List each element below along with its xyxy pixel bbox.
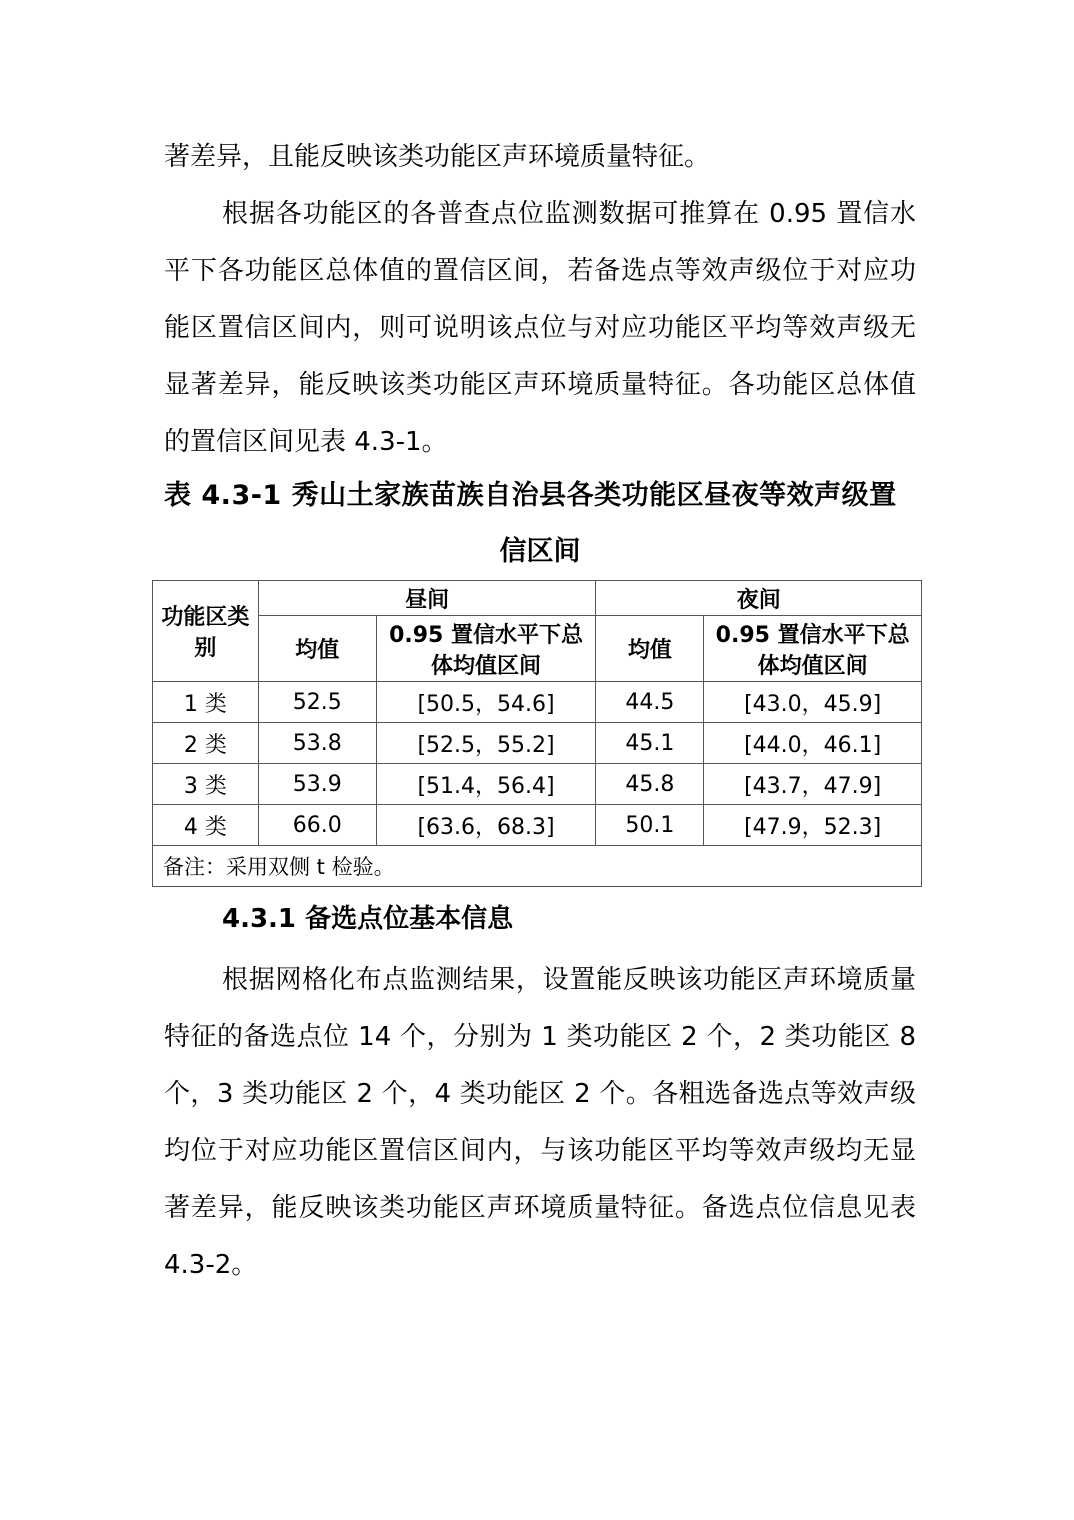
cell-day-ci: [63.6，68.3] <box>376 805 596 846</box>
cell-day-mean: 52.5 <box>258 682 376 723</box>
cell-night-ci: [47.9，52.3] <box>704 805 922 846</box>
cell-day-mean: 66.0 <box>258 805 376 846</box>
table-note-row <box>153 846 922 887</box>
table-row <box>153 805 922 846</box>
header-night: 夜间 <box>596 581 922 616</box>
cell-day-mean: 53.9 <box>258 764 376 805</box>
table-subheader-row <box>153 616 922 682</box>
cell-night-mean: 50.1 <box>596 805 704 846</box>
table-note: 备注：采用双侧 t 检验。 <box>153 846 922 887</box>
table-caption-line1: 表 4.3-1 秀山土家族苗族自治县各类功能区昼夜等效声级置 <box>164 480 897 511</box>
confidence-interval-table <box>152 580 922 887</box>
table-row <box>153 764 922 805</box>
paragraph-intro: 著差异，且能反映该类功能区声环境质量特征。 <box>164 142 711 172</box>
header-night-mean: 均值 <box>596 616 704 682</box>
table-caption <box>164 468 916 580</box>
header-day-mean: 均值 <box>258 616 376 682</box>
header-night-ci: 0.95 置信水平下总体均值区间 <box>704 616 922 682</box>
section-title: 4.3.1 备选点位基本信息 <box>222 904 514 934</box>
cell-day-ci: [51.4，56.4] <box>376 764 596 805</box>
cell-night-ci: [43.0，45.9] <box>704 682 922 723</box>
header-day: 昼间 <box>258 581 596 616</box>
cell-category: 1 类 <box>153 682 259 723</box>
cell-night-ci: [43.7，47.9] <box>704 764 922 805</box>
header-category: 功能区类别 <box>153 581 259 682</box>
header-day-ci: 0.95 置信水平下总体均值区间 <box>376 616 596 682</box>
cell-day-ci: [50.5，54.6] <box>376 682 596 723</box>
paragraph-confidence-method: 根据各功能区的各普查点位监测数据可推算在 0.95 置信水平下各功能区总体值的置信区间，若备选点等效声级位于对应功能区置信区间内，则可说明该点位与对应功能区平均等效声级无显著差异，能反映该类功能区声环境质量特征。各功能区总体值的置信区间见表 4.3-1。 <box>164 199 916 457</box>
table-caption-line2: 信区间 <box>499 536 581 567</box>
cell-night-mean: 44.5 <box>596 682 704 723</box>
cell-day-ci: [52.5，55.2] <box>376 723 596 764</box>
cell-category: 4 类 <box>153 805 259 846</box>
cell-day-mean: 53.8 <box>258 723 376 764</box>
table-row <box>153 723 922 764</box>
paragraph-candidate-points: 根据网格化布点监测结果，设置能反映该功能区声环境质量特征的备选点位 14 个，分别为 1 类功能区 2 个，2 类功能区 8 个，3 类功能区 2 个，4 类功能区 2 个。各粗选备选点等效声级均位于对应功能区置信区间内，与该功能区平均等效声级均无显著差异，能反映该类功能区声环境质量特征。备选点位信息见表 4.3-2。 <box>164 965 916 1280</box>
cell-night-ci: [44.0，46.1] <box>704 723 922 764</box>
table-row <box>153 682 922 723</box>
cell-category: 2 类 <box>153 723 259 764</box>
cell-night-mean: 45.8 <box>596 764 704 805</box>
cell-category: 3 类 <box>153 764 259 805</box>
cell-night-mean: 45.1 <box>596 723 704 764</box>
table-header-row <box>153 581 922 616</box>
